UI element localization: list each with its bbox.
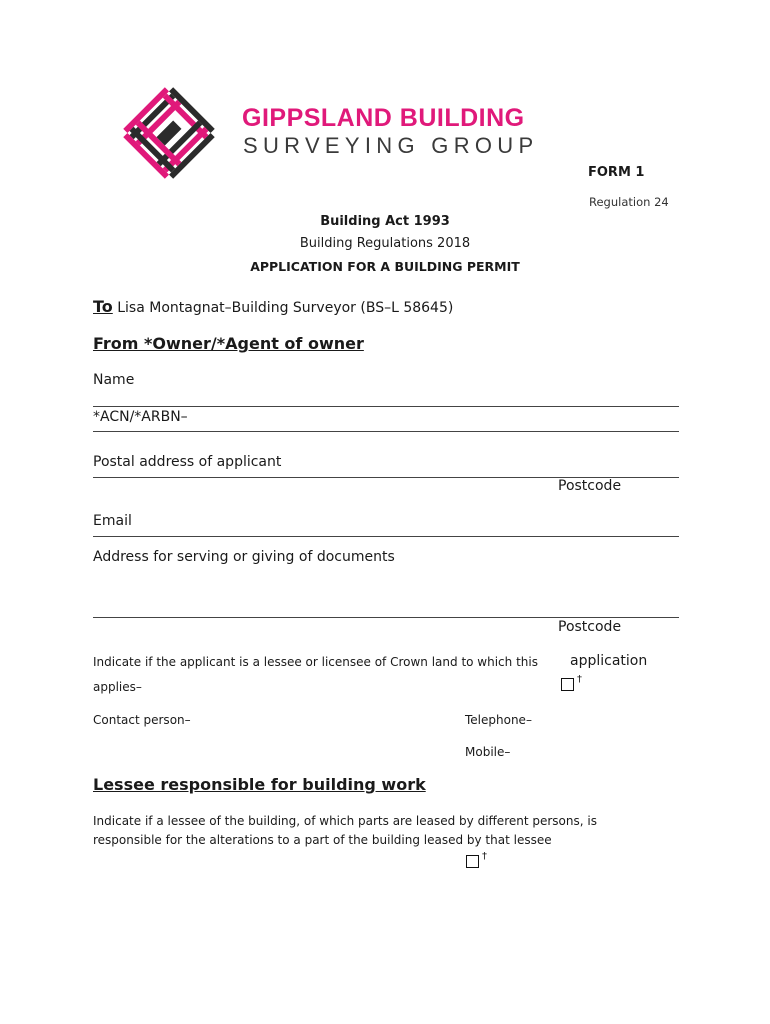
postcode-label-2: Postcode: [558, 619, 622, 635]
lessee-checkbox[interactable]: [466, 855, 479, 868]
postal-label: Postal address of applicant: [93, 454, 282, 470]
to-label: To: [93, 297, 113, 316]
regulation-number: Regulation 24: [589, 195, 669, 209]
serving-address-label: Address for serving or giving of documents: [93, 549, 395, 565]
crown-land-text-2: applies–: [93, 680, 142, 694]
from-heading: From *Owner/*Agent of owner: [93, 334, 364, 353]
logo-title: GIPPSLAND BUILDING: [242, 104, 525, 132]
postcode-label: Postcode: [558, 478, 622, 494]
lessee-heading: Lessee responsible for building work: [93, 775, 426, 794]
lessee-text-1: Indicate if a lessee of the building, of which parts are leased by different persons, is: [93, 814, 597, 828]
crown-land-text: Indicate if the applicant is a lessee or licensee of Crown land to which this: [93, 655, 538, 669]
form-number: FORM 1: [588, 165, 645, 180]
acn-label: *ACN/*ARBN–: [93, 409, 188, 425]
to-line: [93, 297, 453, 316]
dagger-mark: †: [577, 674, 582, 685]
regulations-title: Building Regulations 2018: [299, 236, 471, 251]
logo-subtitle: SURVEYING GROUP: [243, 133, 539, 158]
acn-field[interactable]: [93, 431, 679, 432]
contact-person-label: Contact person–: [93, 713, 191, 727]
crown-land-text-end: application: [570, 653, 648, 669]
name-label: Name: [93, 372, 135, 388]
email-field[interactable]: [93, 536, 679, 537]
mobile-label: Mobile–: [465, 745, 511, 759]
crown-land-checkbox[interactable]: [561, 678, 574, 691]
email-label: Email: [93, 513, 132, 529]
dagger-mark-2: †: [482, 851, 487, 862]
lessee-text-2: responsible for the alterations to a part of the building leased by that lessee: [93, 833, 552, 847]
page-title: APPLICATION FOR A BUILDING PERMIT: [250, 259, 520, 274]
telephone-label: Telephone–: [465, 713, 532, 727]
serving-address-field[interactable]: [93, 617, 679, 618]
name-field[interactable]: [93, 406, 679, 407]
act-title: Building Act 1993: [320, 214, 450, 229]
to-value: Lisa Montagnat–Building Surveyor (BS–L 58645): [117, 300, 454, 316]
logo-mark: [120, 84, 218, 182]
